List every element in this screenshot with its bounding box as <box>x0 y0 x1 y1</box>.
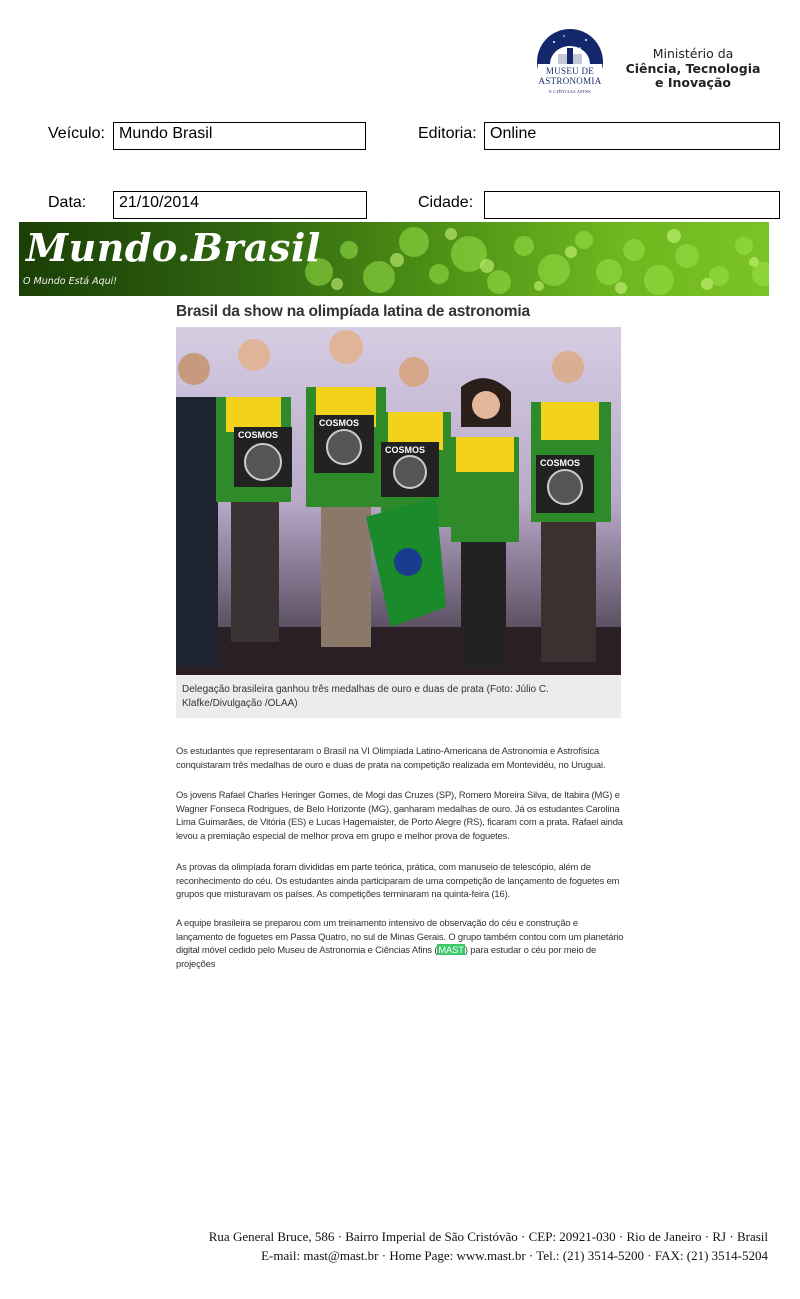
observatory-dome-icon <box>536 28 604 68</box>
ministry-line-1: Ministério da <box>652 46 734 61</box>
logo-text <box>536 66 604 97</box>
logo-line-1: MUSEU DE <box>545 66 595 76</box>
mundo-brasil-banner <box>19 222 769 296</box>
cidade-label: Cidade: <box>418 194 474 211</box>
photo-caption-box <box>176 675 621 718</box>
article-paragraph-1: Os estudantes que representaram o Brasil na VI Olimpíada Latino-Americana de Astronomia e Astrofísica conquistaram três medalhas de ouro e duas de prata na competição realizada em Montevidéu, no Uruguai. <box>176 745 606 770</box>
plaque-label-2: COSMOS <box>319 418 360 428</box>
data-field: 21/10/2014 <box>113 191 367 219</box>
article-headline: Brasil da show na olimpíada latina de astronomia <box>176 303 530 320</box>
banner-subtitle: O Mundo Está Aqui! <box>23 276 118 287</box>
article-paragraph-4 <box>176 916 626 971</box>
footer-address: Rua General Bruce, 586 · Bairro Imperial de São Cristóvão · CEP: 20921-030 · Rio de Janeiro · RJ · Brasil <box>208 1229 768 1244</box>
article-paragraph-3: As provas da olimpíada foram divididas em parte teórica, prática, com manuseio de telescópio, além de reconhecimento do céu. Os estudantes ainda participaram de uma competição de lançamento de foguetes em grupos que misturavam os países. As competições terminaram na quinta-feira (16). <box>176 861 620 900</box>
footer-contact: E-mail: mast@mast.br · Home Page: www.mast.br · Tel.: (21) 3514-5200 · FAX: (21) 3514-5204 <box>261 1248 768 1263</box>
veiculo-field: Mundo Brasil <box>113 122 366 150</box>
ministry-line-2: Ciência, Tecnologia <box>625 60 761 76</box>
cidade-field <box>484 191 780 219</box>
editoria-field: Online <box>484 122 780 150</box>
paragraph-4-text-after: ) para estudar o céu por meio de projeções <box>176 944 597 970</box>
mast-link[interactable]: MAST <box>438 944 464 956</box>
museum-logo <box>536 28 604 98</box>
logo-line-3: E CIÊNCIAS AFINS <box>549 89 591 94</box>
veiculo-label: Veículo: <box>48 125 105 142</box>
ministry-line-3: e Inovação <box>655 75 731 90</box>
plaque-label-3: COSMOS <box>385 445 426 455</box>
photo-caption: Delegação brasileira ganhou três medalhas de ouro e duas de prata (Foto: Júlio C. Klafke/Divulgação /OLAA) <box>182 684 549 709</box>
logo-line-2: ASTRONOMIA <box>538 76 602 86</box>
data-label: Data: <box>48 194 87 211</box>
ministry-logo-text <box>618 47 768 91</box>
team-photo <box>176 327 621 675</box>
paragraph-4-text-before: A equipe brasileira se preparou com um treinamento intensivo de observação do céu e construção e lançamento de foguetes em Passa Quatro, no sul de Minas Gerais. O grupo também contou com um planetário digital móvel cedido pelo Museu de Astronomia e Ciências Afins ( <box>176 917 624 956</box>
plaque-label-4: COSMOS <box>540 458 581 468</box>
article-paragraph-2: Os jovens Rafael Charles Heringer Gomes, de Mogi das Cruzes (SP), Romero Moreira Silva, de Itabira (MG) e Wagner Fonseca Rodrigues, de Belo Horizonte (MG), ganharam medalhas de ouro. Já os estudantes Carolina Lima Guimarães, de Vitória (ES) e Lucas Hagemaister, de Porto Alegre (RS), ficaram com a prata. Rafael ainda levou a premiação especial de melhor prova em grupo e melhor prova de foguetes. <box>176 789 623 842</box>
editoria-label: Editoria: <box>418 125 477 142</box>
plaque-label-1: COSMOS <box>238 430 279 440</box>
banner-title: Mundo.Brasil <box>26 225 321 270</box>
